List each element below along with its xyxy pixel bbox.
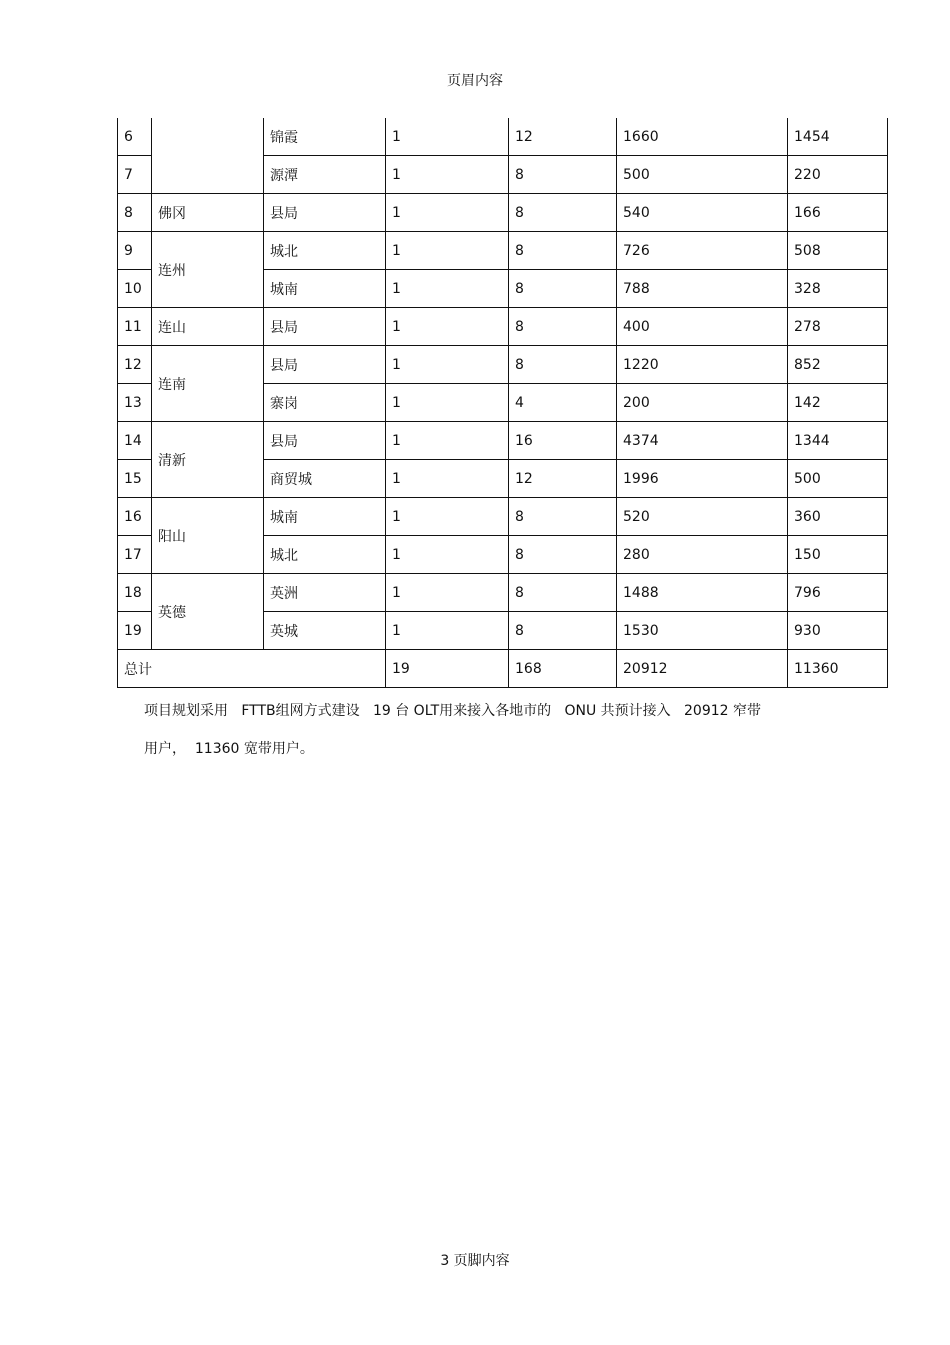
- page-footer: 3 页脚内容: [440, 1253, 510, 1269]
- broadband-cell: 166: [788, 194, 888, 232]
- total-narrowband: 20912: [617, 650, 788, 688]
- pon-cell: 8: [509, 536, 617, 574]
- pon-cell: 8: [509, 612, 617, 650]
- table-row: [118, 574, 888, 612]
- data-table: [117, 118, 888, 688]
- olt-cell: 1: [386, 422, 509, 460]
- total-row: [118, 650, 888, 688]
- broadband-cell: 278: [788, 308, 888, 346]
- row-number: 19: [118, 612, 152, 650]
- narrowband-cell: 1660: [617, 118, 788, 156]
- table-row: [118, 232, 888, 270]
- pon-cell: 8: [509, 498, 617, 536]
- pon-cell: 8: [509, 346, 617, 384]
- row-number: 7: [118, 156, 152, 194]
- pon-cell: 8: [509, 308, 617, 346]
- row-number: 9: [118, 232, 152, 270]
- row-number: 12: [118, 346, 152, 384]
- table-row: [118, 308, 888, 346]
- site-cell: 商贸城: [264, 460, 386, 498]
- pon-cell: 4: [509, 384, 617, 422]
- city-cell: 佛冈: [152, 194, 264, 232]
- olt-cell: 1: [386, 536, 509, 574]
- narrowband-cell: 1220: [617, 346, 788, 384]
- row-number: 17: [118, 536, 152, 574]
- site-cell: 城南: [264, 270, 386, 308]
- table-row: [118, 498, 888, 536]
- city-cell: 清新: [152, 422, 264, 498]
- broadband-cell: 360: [788, 498, 888, 536]
- pon-cell: 12: [509, 118, 617, 156]
- site-cell: 英城: [264, 612, 386, 650]
- row-number: 16: [118, 498, 152, 536]
- site-cell: 县局: [264, 194, 386, 232]
- total-olt: 19: [386, 650, 509, 688]
- narrowband-cell: 520: [617, 498, 788, 536]
- site-cell: 城南: [264, 498, 386, 536]
- pon-cell: 8: [509, 232, 617, 270]
- row-number: 8: [118, 194, 152, 232]
- narrowband-cell: 788: [617, 270, 788, 308]
- broadband-cell: 930: [788, 612, 888, 650]
- narrowband-cell: 1996: [617, 460, 788, 498]
- site-cell: 县局: [264, 308, 386, 346]
- page-header: 页眉内容: [447, 73, 503, 89]
- site-cell: 英洲: [264, 574, 386, 612]
- broadband-cell: 500: [788, 460, 888, 498]
- olt-cell: 1: [386, 460, 509, 498]
- narrowband-cell: 726: [617, 232, 788, 270]
- total-pon: 168: [509, 650, 617, 688]
- city-cell: 英德: [152, 574, 264, 650]
- site-cell: 县局: [264, 422, 386, 460]
- site-cell: 寨岗: [264, 384, 386, 422]
- broadband-cell: 1454: [788, 118, 888, 156]
- row-number: 11: [118, 308, 152, 346]
- olt-cell: 1: [386, 308, 509, 346]
- city-cell: [152, 118, 264, 194]
- row-number: 10: [118, 270, 152, 308]
- broadband-cell: 796: [788, 574, 888, 612]
- total-label: 总计: [118, 650, 386, 688]
- pon-cell: 8: [509, 156, 617, 194]
- table-row: [118, 346, 888, 384]
- city-cell: 连州: [152, 232, 264, 308]
- narrowband-cell: 400: [617, 308, 788, 346]
- olt-cell: 1: [386, 384, 509, 422]
- narrowband-cell: 200: [617, 384, 788, 422]
- olt-cell: 1: [386, 156, 509, 194]
- summary-paragraph-line-2: 用户， 11360 宽带用户。: [144, 741, 314, 757]
- narrowband-cell: 540: [617, 194, 788, 232]
- city-cell: 连山: [152, 308, 264, 346]
- narrowband-cell: 4374: [617, 422, 788, 460]
- narrowband-cell: 1488: [617, 574, 788, 612]
- city-cell: 连南: [152, 346, 264, 422]
- olt-cell: 1: [386, 118, 509, 156]
- olt-cell: 1: [386, 270, 509, 308]
- broadband-cell: 508: [788, 232, 888, 270]
- site-cell: 城北: [264, 536, 386, 574]
- broadband-cell: 1344: [788, 422, 888, 460]
- row-number: 14: [118, 422, 152, 460]
- pon-cell: 12: [509, 460, 617, 498]
- site-cell: 城北: [264, 232, 386, 270]
- total-broadband: 11360: [788, 650, 888, 688]
- pon-cell: 16: [509, 422, 617, 460]
- summary-paragraph-line-1: 项目规划采用 FTTB组网方式建设 19 台 OLT用来接入各地市的 ONU 共预计接入 20912 窄带: [144, 703, 762, 719]
- broadband-cell: 220: [788, 156, 888, 194]
- pon-cell: 8: [509, 194, 617, 232]
- row-number: 13: [118, 384, 152, 422]
- narrowband-cell: 500: [617, 156, 788, 194]
- narrowband-cell: 1530: [617, 612, 788, 650]
- row-number: 15: [118, 460, 152, 498]
- olt-cell: 1: [386, 194, 509, 232]
- site-cell: 源潭: [264, 156, 386, 194]
- olt-cell: 1: [386, 346, 509, 384]
- site-cell: 县局: [264, 346, 386, 384]
- pon-cell: 8: [509, 270, 617, 308]
- broadband-cell: 142: [788, 384, 888, 422]
- olt-cell: 1: [386, 498, 509, 536]
- broadband-cell: 328: [788, 270, 888, 308]
- row-number: 18: [118, 574, 152, 612]
- olt-cell: 1: [386, 612, 509, 650]
- olt-cell: 1: [386, 232, 509, 270]
- narrowband-cell: 280: [617, 536, 788, 574]
- table-row: [118, 194, 888, 232]
- table-row: [118, 118, 888, 156]
- pon-cell: 8: [509, 574, 617, 612]
- broadband-cell: 852: [788, 346, 888, 384]
- broadband-cell: 150: [788, 536, 888, 574]
- site-cell: 锦霞: [264, 118, 386, 156]
- table-row: [118, 422, 888, 460]
- row-number: 6: [118, 118, 152, 156]
- olt-cell: 1: [386, 574, 509, 612]
- city-cell: 阳山: [152, 498, 264, 574]
